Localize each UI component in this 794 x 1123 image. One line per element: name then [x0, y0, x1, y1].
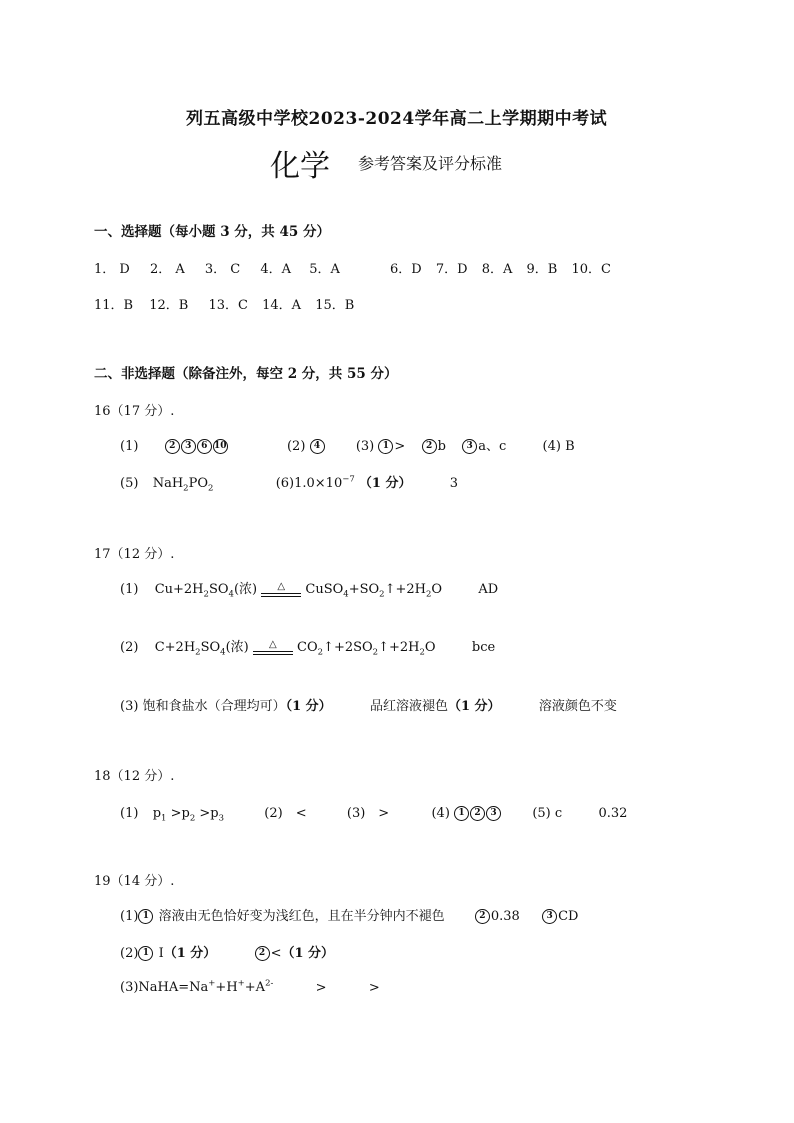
- circled-number: 3: [486, 806, 501, 821]
- q19-part2-note2: （1 分）: [281, 946, 335, 961]
- q16-part6-value: 3: [449, 476, 459, 491]
- q16-line-1: [120, 435, 575, 454]
- q16-part1-label: (1): [120, 439, 139, 454]
- formula-text: +H: [215, 980, 238, 996]
- heat-equals-sign: [253, 640, 293, 655]
- formula-text: ↑+2H: [384, 582, 426, 597]
- answer-3: 3． C: [204, 262, 241, 277]
- q16-part6-label: (6)1.0×10: [275, 476, 343, 491]
- subscript: 2: [208, 483, 214, 494]
- formula-text: (浓): [233, 582, 258, 597]
- q17-line-3: [120, 695, 617, 714]
- formula-text: SO: [200, 640, 221, 655]
- subscript: 2: [379, 589, 385, 600]
- q17-part3-b-note: （1 分）: [447, 699, 501, 714]
- circled-number: 2: [165, 439, 180, 454]
- q16-part3-c: a、c: [478, 439, 507, 454]
- circled-number: 10: [213, 439, 228, 454]
- answer-11: 11．B: [94, 298, 134, 313]
- q17-equation-1: [154, 581, 447, 600]
- q18-pressure-order: [152, 806, 225, 824]
- answer-7: 7．D: [435, 262, 468, 277]
- circled-number: 2: [470, 806, 485, 821]
- formula-text: C+2H: [154, 640, 196, 655]
- q19-heading: [94, 870, 174, 889]
- superscript: 2-: [265, 979, 274, 989]
- q16-part4: (4) B: [542, 439, 575, 454]
- q16-heading-text: 16（17 分）.: [94, 404, 175, 419]
- formula-text: (浓): [225, 640, 249, 655]
- q19-line-1: [120, 905, 578, 924]
- q17-heading: [94, 543, 174, 562]
- answer-9: 9．B: [526, 262, 558, 277]
- q17-part2-answer: bce: [471, 640, 496, 655]
- formula-text: PO: [188, 476, 208, 491]
- subscript: 2: [183, 483, 189, 494]
- answer-12: 12．B: [149, 298, 189, 313]
- subscript: 2: [419, 647, 425, 658]
- q17-part3-b: 品红溶液褪色: [369, 699, 448, 714]
- heat-equals-sign: [261, 582, 301, 597]
- formula-text: >p: [195, 806, 219, 821]
- subscript: 2: [372, 647, 379, 658]
- circled-number: 2: [255, 946, 270, 961]
- subscript: 1: [161, 813, 167, 824]
- q16-part6-note: （1 分）: [358, 476, 412, 491]
- q19-part1-text: 溶液由无色恰好变为浅红色，且在半分钟内不褪色: [158, 909, 445, 924]
- subscript: 4: [343, 589, 349, 600]
- superscript: +: [208, 979, 216, 989]
- answer-10: 10．C: [571, 262, 611, 277]
- formula-text: +A: [244, 980, 266, 996]
- formula-text: SO: [208, 582, 229, 597]
- q17-part3-c: 溶液颜色不变: [538, 699, 617, 714]
- circled-number: 6: [197, 439, 212, 454]
- exam-title: 列五高级中学校2023-2024学年高二上学期期中考试: [186, 109, 608, 129]
- q17-line-2: [120, 636, 495, 658]
- subject-title: 化学: [270, 149, 330, 184]
- q18-line-1: [120, 802, 627, 824]
- q17-part3-a-note: （1 分）: [285, 699, 332, 714]
- subscript: 2: [317, 647, 324, 658]
- formula-text: +SO: [348, 582, 380, 597]
- circled-number: 3: [462, 439, 477, 454]
- circled-number: 1: [378, 439, 393, 454]
- q18-part4-label: (4): [431, 806, 450, 821]
- q19-part3-compare2: >: [368, 980, 380, 996]
- q18-part3: (3) >: [346, 806, 390, 821]
- q16-line-2: [120, 472, 458, 494]
- q17-part1-label: (1): [120, 582, 139, 597]
- choice-row-1: [94, 258, 611, 277]
- q19-part1-value3: CD: [558, 909, 579, 924]
- formula-text: ↑+2H: [378, 640, 420, 655]
- subscript: 2: [203, 589, 209, 600]
- q17-heading-text: 17（12 分）.: [94, 547, 175, 562]
- q16-part2-label: (2): [286, 439, 306, 454]
- q18-part1-label: (1): [120, 806, 139, 821]
- q18-part2: (2) <: [264, 806, 307, 821]
- q16-part3-a: >: [394, 439, 406, 454]
- superscript: −7: [342, 474, 355, 485]
- formula-text: ↑+2SO: [323, 640, 373, 655]
- subscript: 2: [189, 813, 196, 824]
- q19-part3-compare1: >: [315, 980, 327, 996]
- answer-1: 1． D: [94, 262, 130, 277]
- circled-number: 1: [138, 946, 153, 961]
- circled-number: 3: [181, 439, 196, 454]
- answer-14: 14．A: [262, 298, 302, 313]
- q19-ionization-equation: [120, 980, 273, 995]
- q19-part2-label: (2): [120, 946, 139, 961]
- q19-line-3: [120, 979, 380, 995]
- q19-part2-note1: （1 分）: [163, 946, 217, 961]
- delta-symbol: △: [277, 581, 286, 592]
- q19-part2-b: <: [270, 946, 282, 961]
- section-nonchoice-heading: 二、非选择题（除备注外，每空 2 分，共 55 分）: [94, 366, 398, 382]
- q17-equation-2: [154, 639, 440, 658]
- q16-part3-b: b: [437, 439, 446, 454]
- delta-symbol: △: [269, 639, 277, 650]
- answer-key-subtitle: 参考答案及评分标准: [358, 154, 503, 173]
- subscript: 2: [195, 647, 201, 658]
- answer-6: 6．D: [390, 262, 422, 277]
- q16-part3-label: (3): [355, 439, 375, 454]
- q17-part3-a: 饱和食盐水（合理均可）: [142, 699, 286, 714]
- answer-2: 2． A: [149, 262, 185, 277]
- formula-text: (3)NaHA=Na: [120, 980, 209, 996]
- q17-part1-answer: AD: [478, 582, 499, 597]
- subscript: 4: [220, 647, 226, 658]
- subscript: 4: [228, 589, 234, 600]
- q17-part2-label: (2): [120, 640, 139, 655]
- formula-text: p: [152, 806, 162, 821]
- answer-4: 4．A: [260, 262, 292, 277]
- q18-heading: [94, 765, 174, 784]
- formula-text: NaH: [152, 476, 184, 491]
- answer-13: 13．C: [208, 298, 248, 313]
- q16-heading: [94, 400, 174, 419]
- q16-part5-formula: [152, 476, 214, 494]
- circled-number: 2: [422, 439, 437, 454]
- subscript: 3: [218, 813, 225, 824]
- formula-text: O: [424, 640, 436, 655]
- q19-part1-value2: 0.38: [490, 909, 520, 924]
- q19-line-2: [120, 942, 334, 961]
- q19-part2-a: I: [158, 946, 164, 961]
- circled-number: 1: [454, 806, 469, 821]
- circled-number: 3: [542, 909, 557, 924]
- section-choice-heading: 一、选择题（每小题 3 分，共 45 分）: [94, 224, 330, 240]
- q18-part5: (5) c: [532, 806, 563, 821]
- q19-part1-label: (1): [120, 909, 139, 924]
- q16-part5-label: (5): [120, 476, 139, 491]
- formula-text: CuSO: [305, 582, 344, 597]
- circled-number: 1: [138, 909, 153, 924]
- circled-number: 2: [475, 909, 490, 924]
- formula-text: CO: [297, 640, 318, 655]
- formula-text: Cu+2H: [154, 582, 204, 597]
- superscript: +: [237, 979, 245, 989]
- subscript: 2: [426, 589, 432, 600]
- circled-number: 4: [310, 439, 325, 454]
- q18-heading-text: 18（12 分）.: [94, 769, 175, 784]
- q19-heading-text: 19（14 分）.: [94, 874, 175, 889]
- q17-line-1: [120, 578, 498, 600]
- q17-part3-label: (3): [120, 699, 139, 714]
- choice-row-2: [94, 294, 354, 313]
- formula-text: O: [431, 582, 443, 597]
- answer-5: 5．A: [309, 262, 340, 277]
- answer-15: 15．B: [315, 298, 355, 313]
- q18-part5-value: 0.32: [598, 806, 628, 821]
- answer-8: 8．A: [481, 262, 513, 277]
- formula-text: >p: [166, 806, 190, 821]
